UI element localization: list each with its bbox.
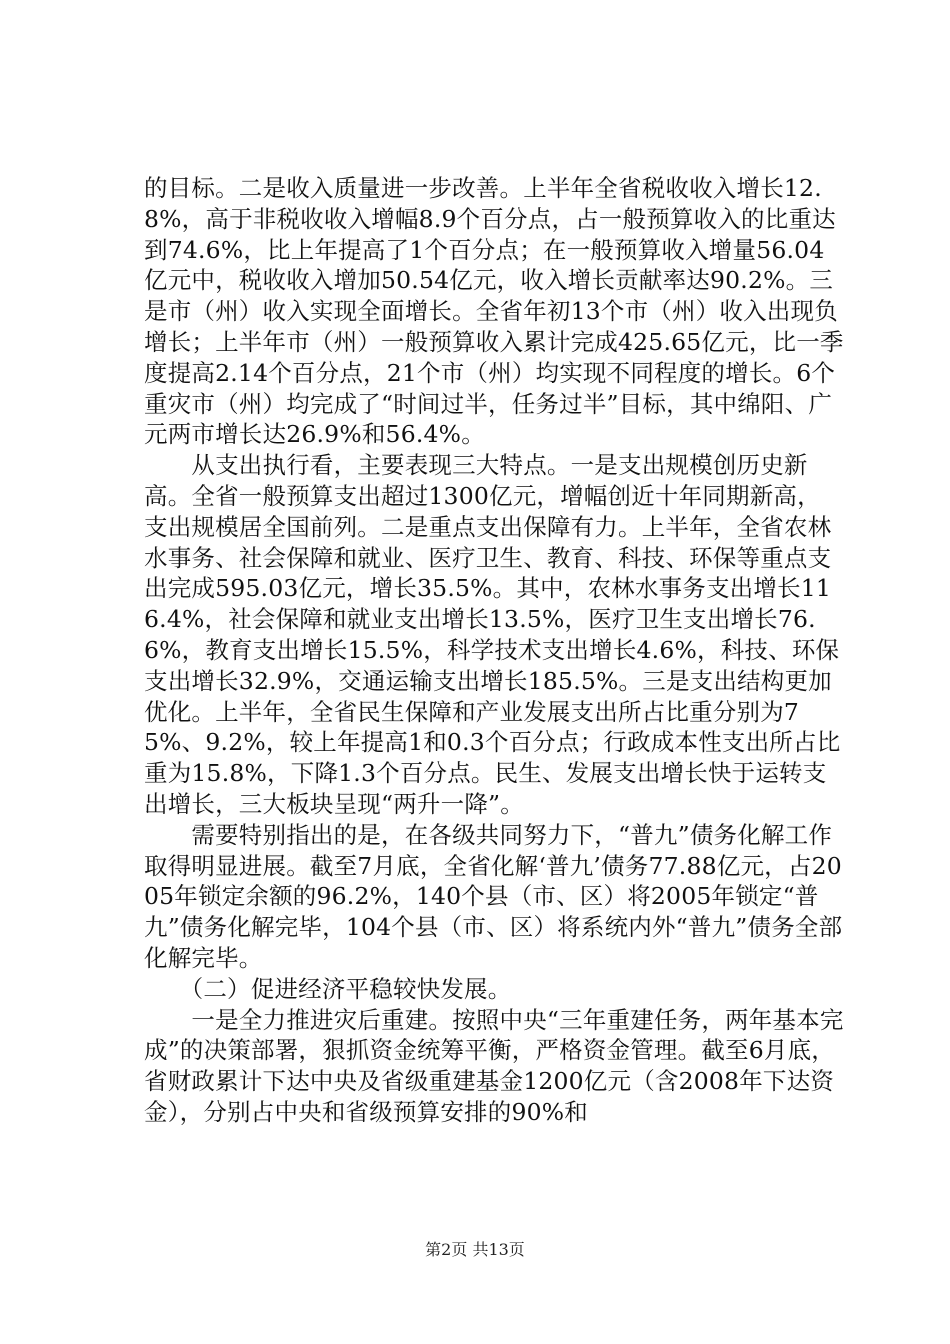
section-heading-economic-development: （二）促进经济平稳较快发展。 [144,974,512,1003]
page-footer: 第2页 共13页 [425,1240,525,1259]
paragraph-expenditure-features: 从支出执行看，主要表现三大特点。一是支出规模创历史新高。全省一般预算支出超过1300亿元，增幅创近十年同期新高，支出规模居全国前列。二是重点支出保障有力。上半年，全省农林水事务、社会保障和就业、医疗卫生、教育、科技、环保等重点支出完成595.03亿元，增长35.5%。其中，农林水事务支出增长116.4%，社会保障和就业支出增长13.5%，医疗卫生支出增长76.6%，教育支出增长15.5%，科学技术支出增长4.6%，科技、环保支出增长32.9%，交通运输支出增长185.5%。三是支出结构更加优化。上半年，全省民生保障和产业发展支出所占比重分别为75%、9.2%，较上年提高1和0.3个百分点；行政成本性支出所占比重为15.8%，下降1.3个百分点。民生、发展支出增长快于运转支出增长，三大板块呈现“两升一降”。 [144,451,841,818]
paragraph-revenue-quality: 的目标。二是收入质量进一步改善。上半年全省税收收入增长12.8%，高于非税收收入增幅8.9个百分点，占一般预算收入的比重达到74.6%，比上年提高了1个百分点；在一般预算收入增量56.04亿元中，税收收入增加50.54亿元，收入增长贡献率达90.2%。三是市（州）收入实现全面增长。全省年初13个市（州）收入出现负增长；上半年市（州）一般预算收入累计完成425.65亿元，比一季度提高2.14个百分点，21个市（州）均实现不同程度的增长。6个重灾市（州）均完成了“时间过半，任务过半”目标，其中绵阳、广元两市增长达26.9%和56.4%。 [144,174,844,449]
document-body [144,173,844,1128]
paragraph-debt-resolution: 需要特别指出的是，在各级共同努力下，“普九”债务化解工作取得明显进展。截至7月底，全省化解‘普九’债务77.88亿元，占2005年锁定余额的96.2%，140个县（市、区）将2005年锁定“普九”债务化解完毕，104个县（市、区）将系统内外“普九”债务全部化解完毕。 [144,820,843,972]
paragraph-reconstruction: 一是全力推进灾后重建。按照中央“三年重建任务，两年基本完成”的决策部署，狠抓资金统筹平衡，严格资金管理。截至6月底，省财政累计下达中央及省级重建基金1200亿元（含2008年下达资金），分别占中央和省级预算安排的90%和 [144,1005,844,1126]
